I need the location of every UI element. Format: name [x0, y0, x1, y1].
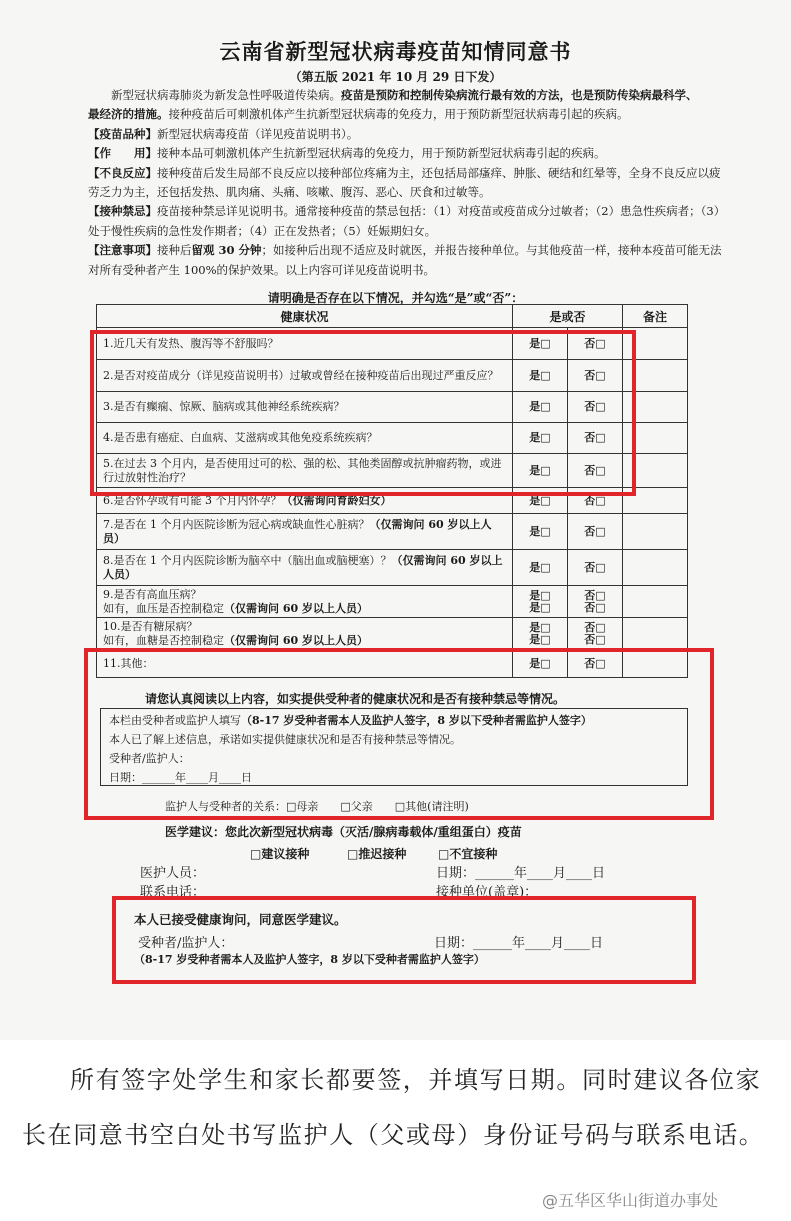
- variety-text: 新型冠状病毒疫苗（详见疫苗说明书）。: [157, 126, 359, 141]
- consent-signer-field[interactable]: 受种者/监护人：: [109, 752, 190, 765]
- row-9-text-b: 如有，血压是否控制稳定: [103, 601, 224, 615]
- row-8-remark[interactable]: [623, 550, 688, 586]
- row-4-no-checkbox[interactable]: 否□: [568, 423, 623, 454]
- row-6-note: （仅需询问育龄妇女）: [281, 493, 392, 507]
- notes-text-a: 接种后: [157, 243, 192, 258]
- row-1-question: 1.近几天有发热、腹泻等不舒服吗？: [97, 328, 513, 360]
- row-11-no-checkbox[interactable]: 否□: [568, 650, 623, 678]
- row-3-question: 3.是否有癫痫、惊厥、脑病或其他神经系统疾病？: [97, 392, 513, 423]
- row-9-yes-2[interactable]: 是□: [529, 600, 551, 614]
- row-10-note: （仅需询问 60 岁以上人员）: [224, 633, 368, 647]
- medical-staff-field[interactable]: 医护人员：: [140, 866, 206, 881]
- highlight-box-consent: [84, 648, 714, 820]
- consent-box-line1b: （8-17 岁受种者需本人及监护人签字，8 岁以下受种者需监护人签字）: [241, 714, 592, 727]
- row-5-no-checkbox[interactable]: 否□: [568, 454, 623, 488]
- row-9-note: （仅需询问 60 岁以上人员）: [224, 601, 368, 615]
- row-10-text-a: 10.是否有糖尿病？: [103, 619, 198, 633]
- contra-label: 【接种禁忌】: [88, 204, 157, 219]
- form-title: 云南省新型冠状病毒疫苗知情同意书: [219, 39, 572, 64]
- row-9-question: [97, 586, 513, 618]
- vaccination-unit-field[interactable]: 接种单位(盖章)：: [436, 885, 538, 900]
- row-9-no-2[interactable]: 否□: [584, 600, 606, 614]
- variety-label: 【疫苗品种】: [88, 126, 157, 141]
- row-9-yes-checkboxes[interactable]: [513, 586, 568, 618]
- consent-box-line2: 本人已了解上述信息，承诺如实提供健康状况和是否有接种禁忌等情况。: [109, 733, 461, 746]
- agree-statement: 本人已接受健康询问，同意医学建议。: [134, 912, 347, 927]
- table-row: [97, 618, 688, 650]
- intro-line1a: 新型冠状病毒肺炎为新发急性呼吸道传染病。: [111, 88, 341, 102]
- intro-text: [88, 86, 728, 280]
- row-6-text: 6.是否怀孕或有可能 3 个月内怀孕？: [103, 493, 282, 507]
- guardian-relation-options[interactable]: 监护人与受种者的关系：□母亲 □父亲 □其他(请注明): [165, 800, 469, 813]
- row-11-question: 11.其他：: [97, 650, 513, 678]
- row-1-yes-checkbox[interactable]: 是□: [513, 328, 568, 360]
- consent-box-line1a: 本栏由受种者或监护人填写: [109, 714, 241, 727]
- medical-date-field[interactable]: 日期：______年____月____日: [436, 866, 606, 881]
- row-10-question: [97, 618, 513, 650]
- row-9-no-checkboxes[interactable]: [568, 586, 623, 618]
- row-10-yes-checkboxes[interactable]: [513, 618, 568, 650]
- watermark: @五华区华山街道办事处: [542, 1191, 719, 1210]
- final-date-field[interactable]: 日期：______年____月____日: [434, 936, 604, 951]
- row-7-text: 7.是否在 1 个月内医院诊断为冠心病或缺血性心脏病？: [103, 517, 370, 531]
- row-9-no-1[interactable]: 否□: [584, 588, 606, 602]
- row-5-question: 5.在过去 3 个月内，是否使用过可的松、强的松、其他类固醇或抗肿瘤药物，或进行过放射性治疗？: [97, 454, 513, 488]
- row-8-no-checkbox[interactable]: 否□: [568, 550, 623, 586]
- contact-phone-field[interactable]: 联系电话：: [140, 885, 206, 900]
- medical-advice-heading: 医学建议：您此次新型冠状病毒（灭活/腺病毒载体/重组蛋白）疫苗: [165, 825, 522, 839]
- adverse-text: 接种疫苗后发生局部不良反应以接种部位疼痛为主，还包括局部瘙痒、肿胀、硬结和红晕等，全身不良反应以疲劳乏力为主，还包括发热、肌肉痛、头痛、咳嗽、腹泻、恶心、厌食和过敏等。: [88, 165, 721, 200]
- row-9-text-a: 9.是否有高血压病？: [103, 587, 202, 601]
- contra-text: 疫苗接种禁忌详见说明书。通常接种疫苗的禁忌包括：（1）对疫苗或疫苗成分过敏者；（2）患急性疾病者；（3）处于慢性疾病的急性发作期者；（4）正在发热者；（5）妊娠期妇女。: [88, 204, 726, 238]
- final-signer-field[interactable]: 受种者/监护人：: [138, 936, 234, 951]
- row-10-no-checkboxes[interactable]: [568, 618, 623, 650]
- consent-date-field[interactable]: 日期：______年____月____日: [109, 771, 252, 784]
- row-2-question: 2.是否对疫苗成分（详见疫苗说明书）过敏或曾经在接种疫苗后出现过严重反应？: [97, 360, 513, 392]
- row-6-yes-checkbox[interactable]: 是□: [513, 488, 568, 514]
- adverse-label: 【不良反应】: [88, 165, 157, 180]
- instruction-caption: 所有签字处学生和家长都要签，并填写日期。同时建议各位家长在同意书空白处书写监护人（父或母）身份证号码与联系电话。: [22, 1066, 765, 1149]
- option-recommend[interactable]: □建议接种: [250, 847, 310, 861]
- form-version: （第五版 2021 年 10 月 29 日下发）: [289, 70, 502, 84]
- row-10-no-1[interactable]: 否□: [584, 620, 606, 634]
- row-2-no-checkbox[interactable]: 否□: [568, 360, 623, 392]
- table-row: [97, 514, 688, 550]
- header-health: 健康状况: [97, 305, 513, 328]
- intro-line2b: 接种疫苗后可刺激机体产生抗新型冠状病毒的免疫力，用于预防新型冠状病毒引起的疾病。: [168, 107, 629, 122]
- row-9-remark[interactable]: [623, 586, 688, 618]
- row-8-question: [97, 550, 513, 586]
- row-2-yes-checkbox[interactable]: 是□: [513, 360, 568, 392]
- notes-label: 【注意事项】: [88, 243, 157, 258]
- row-9-yes-1[interactable]: 是□: [529, 588, 551, 602]
- intro-line2a: 最经济的措施。: [88, 107, 169, 122]
- row-8-yes-checkbox[interactable]: 是□: [513, 550, 568, 586]
- option-postpone[interactable]: □推迟接种: [347, 847, 407, 861]
- row-3-yes-checkbox[interactable]: 是□: [513, 392, 568, 423]
- intro-line1b: 疫苗是预防和控制传染病流行最有效的方法，也是预防传染病最科学、: [341, 88, 698, 102]
- health-question-prompt: 请明确是否存在以下情况，并勾选“是”或“否”：: [267, 291, 524, 305]
- row-7-yes-checkbox[interactable]: 是□: [513, 514, 568, 550]
- row-3-no-checkbox[interactable]: 否□: [568, 392, 623, 423]
- header-remark: 备注: [623, 305, 688, 328]
- row-1-no-checkbox[interactable]: 否□: [568, 328, 623, 360]
- header-yes-no: 是或否: [513, 305, 623, 328]
- row-8-note: （仅需询问 60 岁以上人员）: [103, 553, 503, 581]
- signature-age-note: （8-17 岁受种者需本人及监护人签字，8 岁以下受种者需监护人签字）: [134, 953, 485, 966]
- table-row: [97, 550, 688, 586]
- effect-text: 接种本品可刺激机体产生抗新型冠状病毒的免疫力，用于预防新型冠状病毒引起的疾病。: [157, 146, 606, 161]
- notes-text-c: ；如接种后出现不适应及时就医，并报告接种单位。与其他疫苗一样，接种本疫苗可能无法对所有受种者产生 100%的保护效果。以上内容可详见疫苗说明书。: [88, 243, 722, 277]
- row-6-no-checkbox[interactable]: 否□: [568, 488, 623, 514]
- row-10-yes-2[interactable]: 是□: [529, 632, 551, 646]
- row-10-no-2[interactable]: 否□: [584, 632, 606, 646]
- row-7-note: （仅需询问 60 岁以上人员）: [103, 517, 492, 545]
- row-7-question: [97, 514, 513, 550]
- table-row: [97, 586, 688, 618]
- notes-text-b: 留观 30 分钟: [191, 243, 262, 258]
- row-4-yes-checkbox[interactable]: 是□: [513, 423, 568, 454]
- row-7-remark[interactable]: [623, 514, 688, 550]
- table-header-row: [97, 305, 688, 328]
- highlight-box-signature: [112, 896, 696, 984]
- row-10-remark[interactable]: [623, 618, 688, 650]
- highlight-box-conditions: [90, 330, 636, 496]
- option-not-suitable[interactable]: □不宜接种: [438, 847, 498, 861]
- row-10-yes-1[interactable]: 是□: [529, 620, 551, 634]
- consent-heading: 请您认真阅读以上内容，如实提供受种者的健康状况和是否有接种禁忌等情况。: [145, 692, 566, 706]
- effect-label: 【作 用】: [88, 146, 157, 161]
- row-7-no-checkbox[interactable]: 否□: [568, 514, 623, 550]
- row-5-yes-checkbox[interactable]: 是□: [513, 454, 568, 488]
- row-8-text: 8.是否在 1 个月内医院诊断为脑卒中（脑出血或脑梗塞）？: [103, 553, 392, 567]
- row-11-yes-checkbox[interactable]: 是□: [513, 650, 568, 678]
- row-4-question: 4.是否患有癌症、白血病、艾滋病或其他免疫系统疾病？: [97, 423, 513, 454]
- row-10-text-b: 如有，血糖是否控制稳定: [103, 633, 224, 647]
